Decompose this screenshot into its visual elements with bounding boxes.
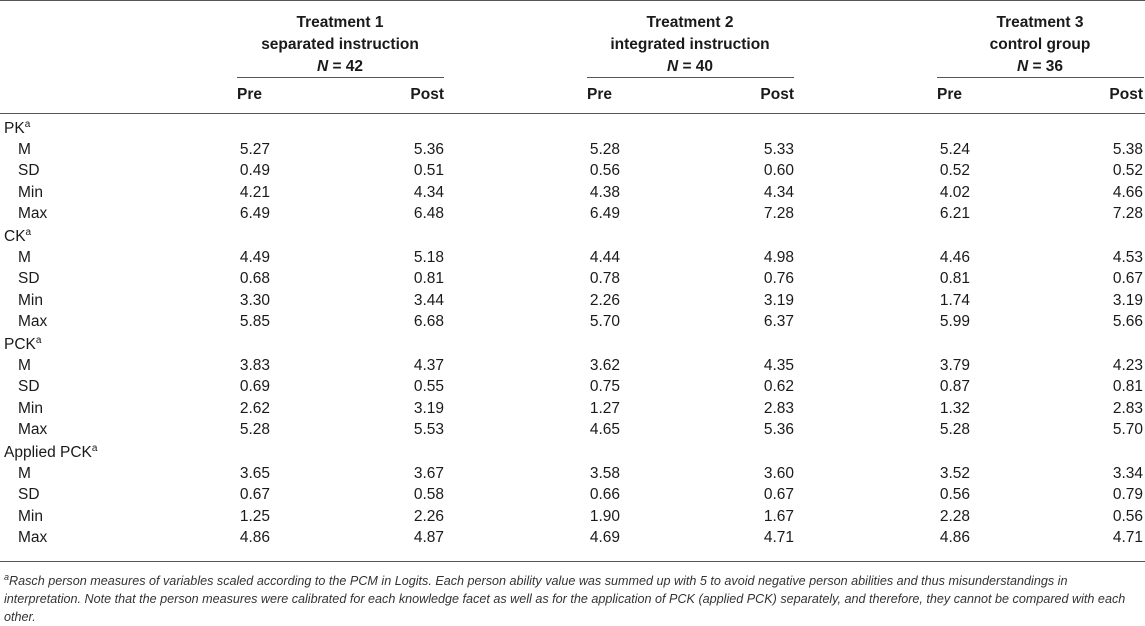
table-cell: 5.27 — [239, 140, 270, 158]
table-cell: 1.67 — [763, 507, 794, 525]
section-label: Applied PCK$^a$ — [4, 443, 98, 461]
section-label: PCK$^a$ — [4, 335, 42, 353]
table-cell: 3.65 — [239, 464, 270, 482]
stat-label: Min — [18, 399, 43, 417]
table-cell: 1.32 — [939, 399, 970, 417]
table-cell: 5.28 — [939, 421, 970, 439]
table-cell: 4.34 — [413, 183, 444, 201]
table-cell: 3.19 — [1112, 291, 1143, 309]
table-cell: 4.69 — [589, 529, 620, 547]
table-cell: 5.18 — [413, 248, 444, 266]
stat-label: M — [18, 356, 31, 374]
table-cell: 6.49 — [239, 205, 270, 223]
table-cell: 4.71 — [1112, 529, 1143, 547]
table-row — [0, 465, 1145, 487]
table-cell: 4.35 — [763, 356, 794, 374]
table-cell: 5.33 — [763, 140, 794, 158]
table-row — [0, 508, 1145, 530]
table-cell: 4.23 — [1112, 356, 1143, 374]
col-pre-1: Pre — [237, 86, 262, 103]
table-cell: 4.46 — [939, 248, 970, 266]
table-cell: 5.28 — [589, 140, 620, 158]
group-title: Treatment 2 — [646, 14, 734, 31]
table-cell: 0.79 — [1112, 486, 1143, 504]
table-cell: 3.34 — [1112, 464, 1143, 482]
table-cell: 3.44 — [413, 291, 444, 309]
table-cell: 3.67 — [413, 464, 444, 482]
table-row — [0, 421, 1145, 443]
table-cell: 0.49 — [239, 162, 270, 180]
group-rule-2 — [587, 77, 794, 78]
table-cell: 5.38 — [1112, 140, 1143, 158]
col-pre-2: Pre — [587, 86, 612, 103]
stat-label: Min — [18, 291, 43, 309]
table-cell: 4.34 — [763, 183, 794, 201]
table-cell: 4.49 — [239, 248, 270, 266]
stat-label: M — [18, 248, 31, 266]
section-header-row — [0, 119, 1145, 141]
table-cell: 3.19 — [763, 291, 794, 309]
table-cell: 0.66 — [589, 486, 620, 504]
stat-label: Min — [18, 507, 43, 525]
table-row — [0, 270, 1145, 292]
table-cell: 5.36 — [413, 140, 444, 158]
table-cell: 2.26 — [413, 507, 444, 525]
table-cell: 0.52 — [939, 162, 970, 180]
table-cell: 5.66 — [1112, 313, 1143, 331]
table-cell: 6.21 — [939, 205, 970, 223]
table-cell: 7.28 — [1112, 205, 1143, 223]
table-cell: 0.81 — [1112, 378, 1143, 396]
stat-label: SD — [18, 162, 40, 180]
table-cell: 2.83 — [763, 399, 794, 417]
table-cell: 6.68 — [413, 313, 444, 331]
header-rule — [0, 113, 1145, 114]
table-row — [0, 162, 1145, 184]
table-row — [0, 249, 1145, 271]
section-header-row — [0, 227, 1145, 249]
table-cell: 2.62 — [239, 399, 270, 417]
table-cell: 3.62 — [589, 356, 620, 374]
table-cell: 0.76 — [763, 270, 794, 288]
stat-label: Max — [18, 205, 48, 223]
group-title: Treatment 1 — [296, 14, 384, 31]
table-cell: 5.24 — [939, 140, 970, 158]
table-cell: 6.37 — [763, 313, 794, 331]
section-header-row — [0, 335, 1145, 357]
table-cell: 4.44 — [589, 248, 620, 266]
table-cell: 2.83 — [1112, 399, 1143, 417]
section-header-row — [0, 443, 1145, 465]
table-cell: 7.28 — [763, 205, 794, 223]
table-row — [0, 529, 1145, 551]
table-cell: 4.21 — [239, 183, 270, 201]
table-cell: 0.67 — [763, 486, 794, 504]
table-cell: 3.60 — [763, 464, 794, 482]
table-cell: 0.56 — [1112, 507, 1143, 525]
table-cell: 0.56 — [589, 162, 620, 180]
table-cell: 1.25 — [239, 507, 270, 525]
table-cell: 0.52 — [1112, 162, 1143, 180]
table-cell: 5.36 — [763, 421, 794, 439]
table-cell: 4.66 — [1112, 183, 1143, 201]
table-cell: 0.78 — [589, 270, 620, 288]
col-post-3: Post — [1109, 86, 1143, 103]
stat-label: M — [18, 464, 31, 482]
table-cell: 4.86 — [939, 529, 970, 547]
table-cell: 4.53 — [1112, 248, 1143, 266]
table-cell: 5.70 — [1112, 421, 1143, 439]
stat-label: Min — [18, 183, 43, 201]
table-cell: 5.99 — [939, 313, 970, 331]
table-cell: 0.67 — [1112, 270, 1143, 288]
group-rule-3 — [937, 77, 1144, 78]
group-rule-1 — [237, 77, 444, 78]
stat-label: Max — [18, 529, 48, 547]
group-n: N = 36 — [1016, 58, 1064, 75]
group-header-treatment-2 — [580, 12, 800, 78]
table-cell: 4.86 — [239, 529, 270, 547]
stat-label: Max — [18, 313, 48, 331]
table-cell: 0.67 — [239, 486, 270, 504]
table-cell: 0.75 — [589, 378, 620, 396]
table-cell: 0.81 — [939, 270, 970, 288]
col-post-1: Post — [410, 86, 444, 103]
section-label: $PK^a$ — [4, 119, 31, 137]
table-cell: 3.83 — [239, 356, 270, 374]
table-cell: 1.27 — [589, 399, 620, 417]
stat-label: M — [18, 140, 31, 158]
table-cell: 4.02 — [939, 183, 970, 201]
table-cell: 4.65 — [589, 421, 620, 439]
table-cell: 0.69 — [239, 378, 270, 396]
group-subtitle: control group — [989, 36, 1091, 53]
table-footnote — [4, 568, 1142, 626]
stat-label: SD — [18, 378, 40, 396]
footnote-text: Rasch person measures of variables scaled according to the PCM in Logits. Each person ability value was summed up with 5 to avoid negative person abilities and thus misunderstandings in interpretation. Note that the person measures were calibrated for each knowledge facet as well as for the application of PCK (applied PCK) separately, and therefore, they cannot be compared with each other. — [4, 574, 1126, 624]
footnote-mark: a — [4, 572, 10, 582]
table-row — [0, 378, 1145, 400]
table-cell: 5.28 — [239, 421, 270, 439]
col-pre-3: Pre — [937, 86, 962, 103]
group-n: N = 42 — [316, 58, 364, 75]
top-rule — [0, 0, 1145, 1]
table-row — [0, 400, 1145, 422]
table-row — [0, 184, 1145, 206]
section-label: $CK^a$ — [4, 227, 32, 245]
table-cell: 4.38 — [589, 183, 620, 201]
group-header-treatment-3 — [930, 12, 1145, 78]
table-cell: 0.62 — [763, 378, 794, 396]
table-cell: 0.68 — [239, 270, 270, 288]
table-cell: 0.87 — [939, 378, 970, 396]
table-row — [0, 141, 1145, 163]
table-row — [0, 313, 1145, 335]
table-row — [0, 486, 1145, 508]
table-cell: 3.79 — [939, 356, 970, 374]
group-n: N = 40 — [666, 58, 714, 75]
bottom-rule — [0, 561, 1145, 562]
table-cell: 6.49 — [589, 205, 620, 223]
table-cell: 3.52 — [939, 464, 970, 482]
table-cell: 3.30 — [239, 291, 270, 309]
table-cell: 0.56 — [939, 486, 970, 504]
table-cell: 3.58 — [589, 464, 620, 482]
table-cell: 0.81 — [413, 270, 444, 288]
table-row — [0, 205, 1145, 227]
group-title: Treatment 3 — [996, 14, 1084, 31]
table-cell: 1.74 — [939, 291, 970, 309]
col-post-2: Post — [760, 86, 794, 103]
table-cell: 5.53 — [413, 421, 444, 439]
table-cell: 4.37 — [413, 356, 444, 374]
table-row — [0, 292, 1145, 314]
stat-label: SD — [18, 486, 40, 504]
table-cell: 0.58 — [413, 486, 444, 504]
table-cell: 0.55 — [413, 378, 444, 396]
table-cell: 2.26 — [589, 291, 620, 309]
table-cell: 6.48 — [413, 205, 444, 223]
table-cell: 5.70 — [589, 313, 620, 331]
table-cell: 0.51 — [413, 162, 444, 180]
table-cell: 4.98 — [763, 248, 794, 266]
table-cell: 5.85 — [239, 313, 270, 331]
table-row — [0, 357, 1145, 379]
table-cell: 4.71 — [763, 529, 794, 547]
group-subtitle: separated instruction — [261, 36, 419, 53]
group-header-treatment-1 — [230, 12, 450, 78]
stat-label: SD — [18, 270, 40, 288]
stat-label: Max — [18, 421, 48, 439]
table-cell: 3.19 — [413, 399, 444, 417]
table-cell: 4.87 — [413, 529, 444, 547]
table-cell: 1.90 — [589, 507, 620, 525]
table-cell: 0.60 — [763, 162, 794, 180]
table-cell: 2.28 — [939, 507, 970, 525]
group-subtitle: integrated instruction — [610, 36, 770, 53]
